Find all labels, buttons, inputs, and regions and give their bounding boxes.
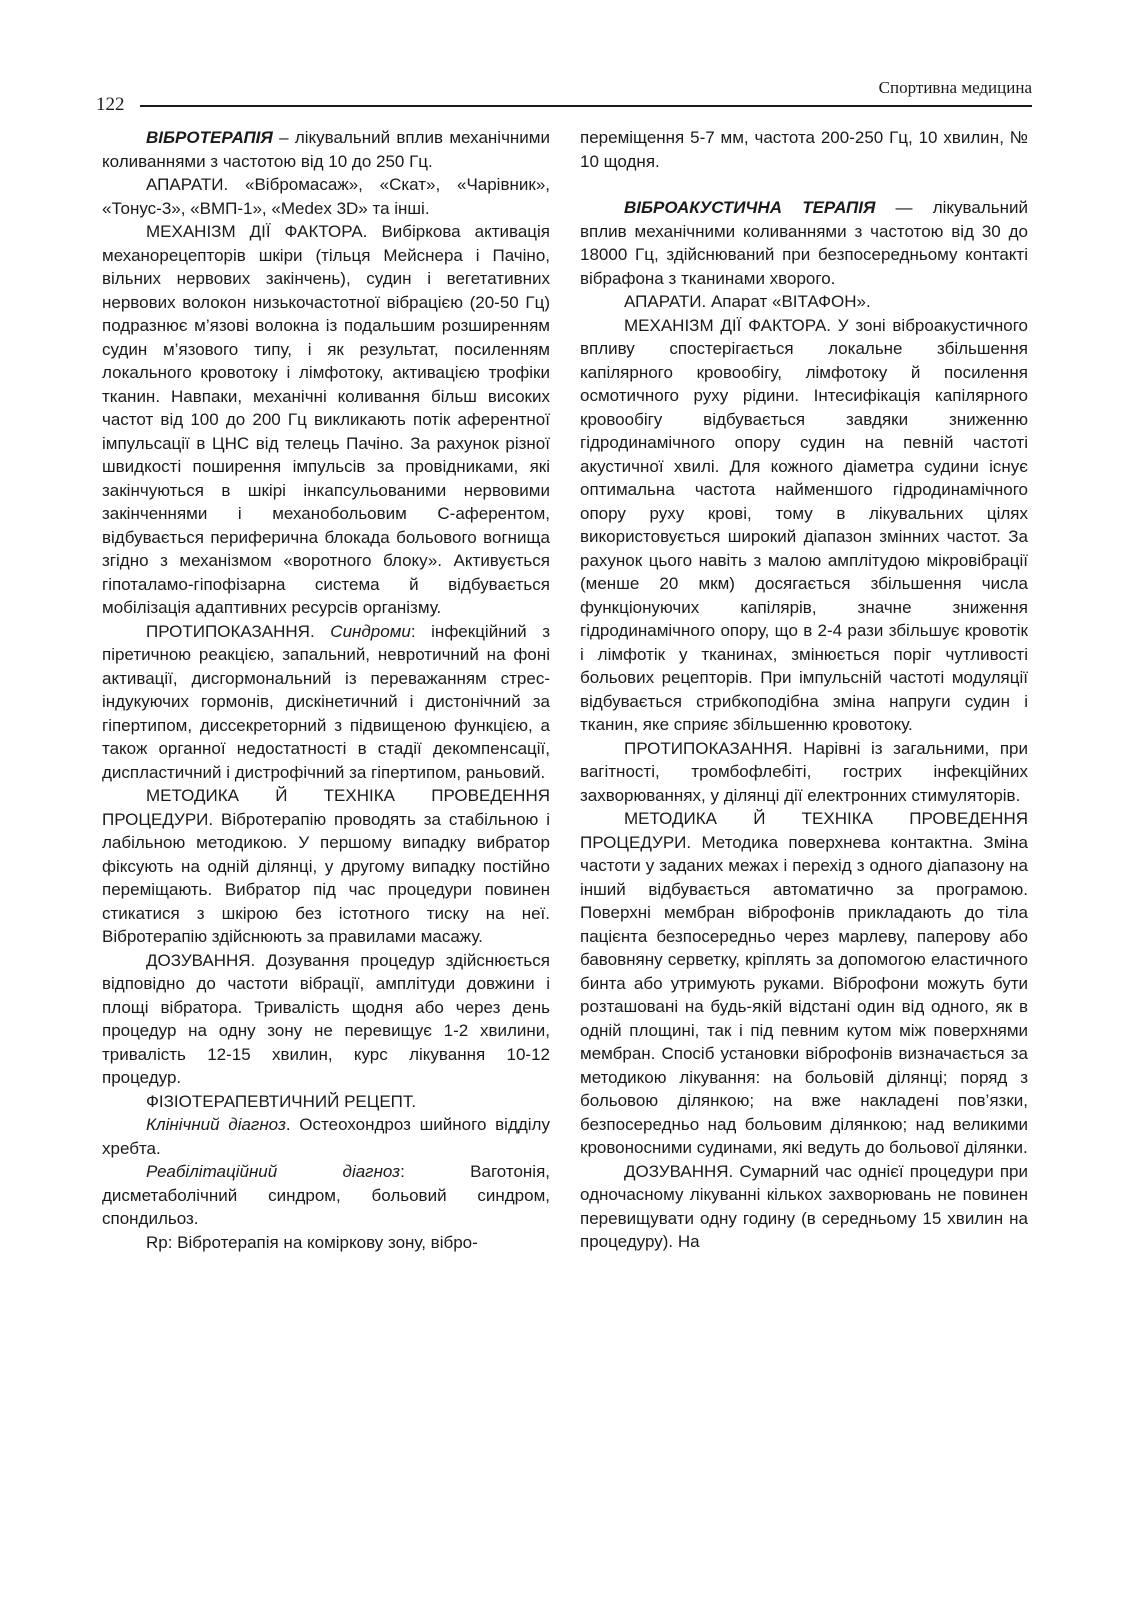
definition-text: – лікувальний вплив механічними коливаннями з частотою від 10 до 250 Гц. <box>102 128 550 171</box>
clinical-diagnosis-label: Клінічний діагноз <box>146 1115 286 1134</box>
right-column <box>580 126 1028 1254</box>
paragraph-rehab-diagnosis <box>102 1160 550 1231</box>
header-rule <box>140 105 1032 107</box>
page-number: 122 <box>96 94 133 116</box>
paragraph-method: МЕТОДИКА Й ТЕХНІКА ПРОВЕДЕННЯ ПРОЦЕДУРИ. Вібротерапію проводять за стабільною і лабільною методикою. У першому випадку вибратор фіксують на одній ділянці, у другому випадку постійно переміщають. Вибратор під час процедури повинен стикатися з шкірою без істотного тиску на неї. Вібротерапію здійснюють за правилами масажу. <box>102 786 550 946</box>
paragraph-apparatus-vitafon: АПАРАТИ. Апарат «ВІТАФОН». <box>624 292 871 311</box>
paragraph-dosage-vibroacoustic: ДОЗУВАННЯ. Сумарний час однієї процедури при одночасному лікуванні кількох захворювань не повинен перевищувати одну годину (в середньому 15 хвилин на процедуру). На <box>580 1161 1028 1251</box>
paragraph-contraindications <box>102 620 550 785</box>
rehab-diagnosis-label: Реабілітаційний діагноз <box>146 1162 401 1181</box>
term-vibrotherapy: ВІБРОТЕРАПІЯ <box>146 128 273 147</box>
left-column <box>102 126 550 1254</box>
paragraph-rp: Rp: Вібротерапія на коміркову зону, вібро- <box>146 1232 478 1252</box>
running-title: Спортивна медицина <box>878 78 1032 97</box>
paragraph-contraindications-vibroacoustic: ПРОТИПОКАЗАННЯ. Нарівні із загальними, при вагітності, тромбофлебіті, гострих інфекційних захворюваннях, у ділянці дії електронних стимуляторів. <box>580 738 1028 805</box>
paragraph-apparatus: АПАРАТИ. «Вібромасаж», «Скат», «Чарівник», «Тонус-3», «ВМП-1», «Medex 3D» та інші. <box>102 175 550 218</box>
paragraph-vibrotherapy-definition <box>102 126 550 173</box>
paragraph-mechanism: МЕХАНІЗМ ДІЇ ФАКТОРА. Вибіркова активація механорецепторів шкіри (тільця Мейснера і Пачіно, вільних нервових закінчень), судин і вегетативних нервових волокон низькочастотної вібрацією (20-50 Гц) подразнює м’язові волокна із подальшим розширенням судин м’язового типу, і як результат, посиленням локального кровотоку і лімфотоку, активацією трофіки тканин. Навпаки, механічні коливання більш високих частот від 100 до 200 Гц викликають потік аферентної імпульсації в ЦНС від телець Пачіно. За рахунок різної швидкості поширення імпульсів за провідниками, які закінчуються в шкірі інкапсульованими нервовими закінченнями і механобольовим С-аферентом, відбувається периферична блокада больового вогнища згідно з механізмом «воротного блоку». Активується гіпоталамо-гіпофізарна система й відбувається мобілізація адаптивних ресурсів організму. <box>102 222 550 617</box>
paragraph-dosage: ДОЗУВАННЯ. Дозування процедур здійснюється відповідно до частоти вібрації, амплітуди довжини і площі вібратора. Тривалість щодня або через день процедур на одну зону не перевищує 1-2 хвилини, тривалість 12-15 хвилин, курс лікування 10-12 процедур. <box>102 950 550 1087</box>
paragraph-clinical-diagnosis <box>102 1113 550 1160</box>
rehab-diagnosis-text: : Ваготонія, дисметаболічний синдром, больовий синдром, спондильоз. <box>102 1162 551 1228</box>
term-vibroacoustic: ВІБРОАКУСТИЧНА ТЕРАПІЯ <box>624 198 876 217</box>
paragraph-vibroacoustic-definition <box>580 196 1028 290</box>
syndromes-label: Синдроми <box>330 621 411 641</box>
paragraph-mechanism-vibroacoustic: МЕХАНІЗМ ДІЇ ФАКТОРА. У зоні віброакустичного впливу спостерігається локальне збільшення капілярного кровообігу, лімфотоку й посилення осмотичного руху рідини. Інтесифікація капілярного кровообігу відбувається завдяки зниженню гідродинамічного опору судин на певній частоті акустичної хвилі. Для кожного діаметра судини існує оптимальна частота найменшого гідродинамічного опору руху крові, тому в лікувальних цілях використовується широкий діапазон змінних частот. За рахунок цього навіть з малою амплітудою мікровібрації (менше 20 мкм) досягається збільшення числа функціонуючих капілярів, значне зниження гідродинамічного опору, що в 2-4 рази збільшує кровотік і лімфотік у тканинах, змінюється поріг чутливості больових рецепторів. При імпульсній частоті модуляції відбувається стрибкоподібна зміна напруги судин і тканин, яке сприяє збільшенню кровотоку. <box>580 315 1028 734</box>
paragraph-rp-continued: переміщення 5-7 мм, частота 200-250 Гц, 10 хвилин, № 10 щодня. <box>580 128 1028 171</box>
paragraph-prescription-heading: ФІЗІОТЕРАПЕВТИЧНИЙ РЕЦЕПТ. <box>146 1091 417 1111</box>
paragraph-method-vibroacoustic: МЕТОДИКА Й ТЕХНІКА ПРОВЕДЕННЯ ПРОЦЕДУРИ. Методика поверхнева контактна. Зміна частоти у заданих межах і перехід з одного діапазону на інший відбувається автоматично за програмою. Поверхні мембран віброфонів прикладають до тіла пацієнта безпосередньо через марлеву, паперову або бавовняну серветку, кріплять за допомогою еластичного бинта або утримують руками. Віброфони можуть бути розташовані на будь-якій відстані один від одного, як в одній площині, так і під певним кутом між поверхнями мембран. Спосіб установки віброфонів визначається за методикою лікування: на больовій ділянці; поряд з больовою ділянкою; на вже накладені пов’язки, безпосередньо над больовим ділянкою; над великими кровоносними судинами, які ведуть до больової ділянки. <box>580 809 1028 1157</box>
vibroacoustic-text: — лікувальний вплив механічними коливаннями з частотою від 30 до 18000 Гц, здійснюваний при безпосередньому контакті вібрафона з тканинами хворого. <box>580 198 1028 288</box>
contraindications-text: : інфекційний з піретичною реакцією, запальний, невротичний на фоні активації, дисгормональний із переважанням стрес-індукуючих гормонів, дискінетичний і дистонічний за гіпертипом, диссекреторний з підвищеною функцією, а також органної недостатності в стадії декомпенсації, диспластичний і дистрофічний за гіпертипом, раньовий. <box>102 621 551 782</box>
clinical-diagnosis-text: . Остеохондроз шийного відділу хребта. <box>102 1115 550 1158</box>
contraindications-lead: ПРОТИПОКАЗАННЯ. <box>146 621 331 641</box>
